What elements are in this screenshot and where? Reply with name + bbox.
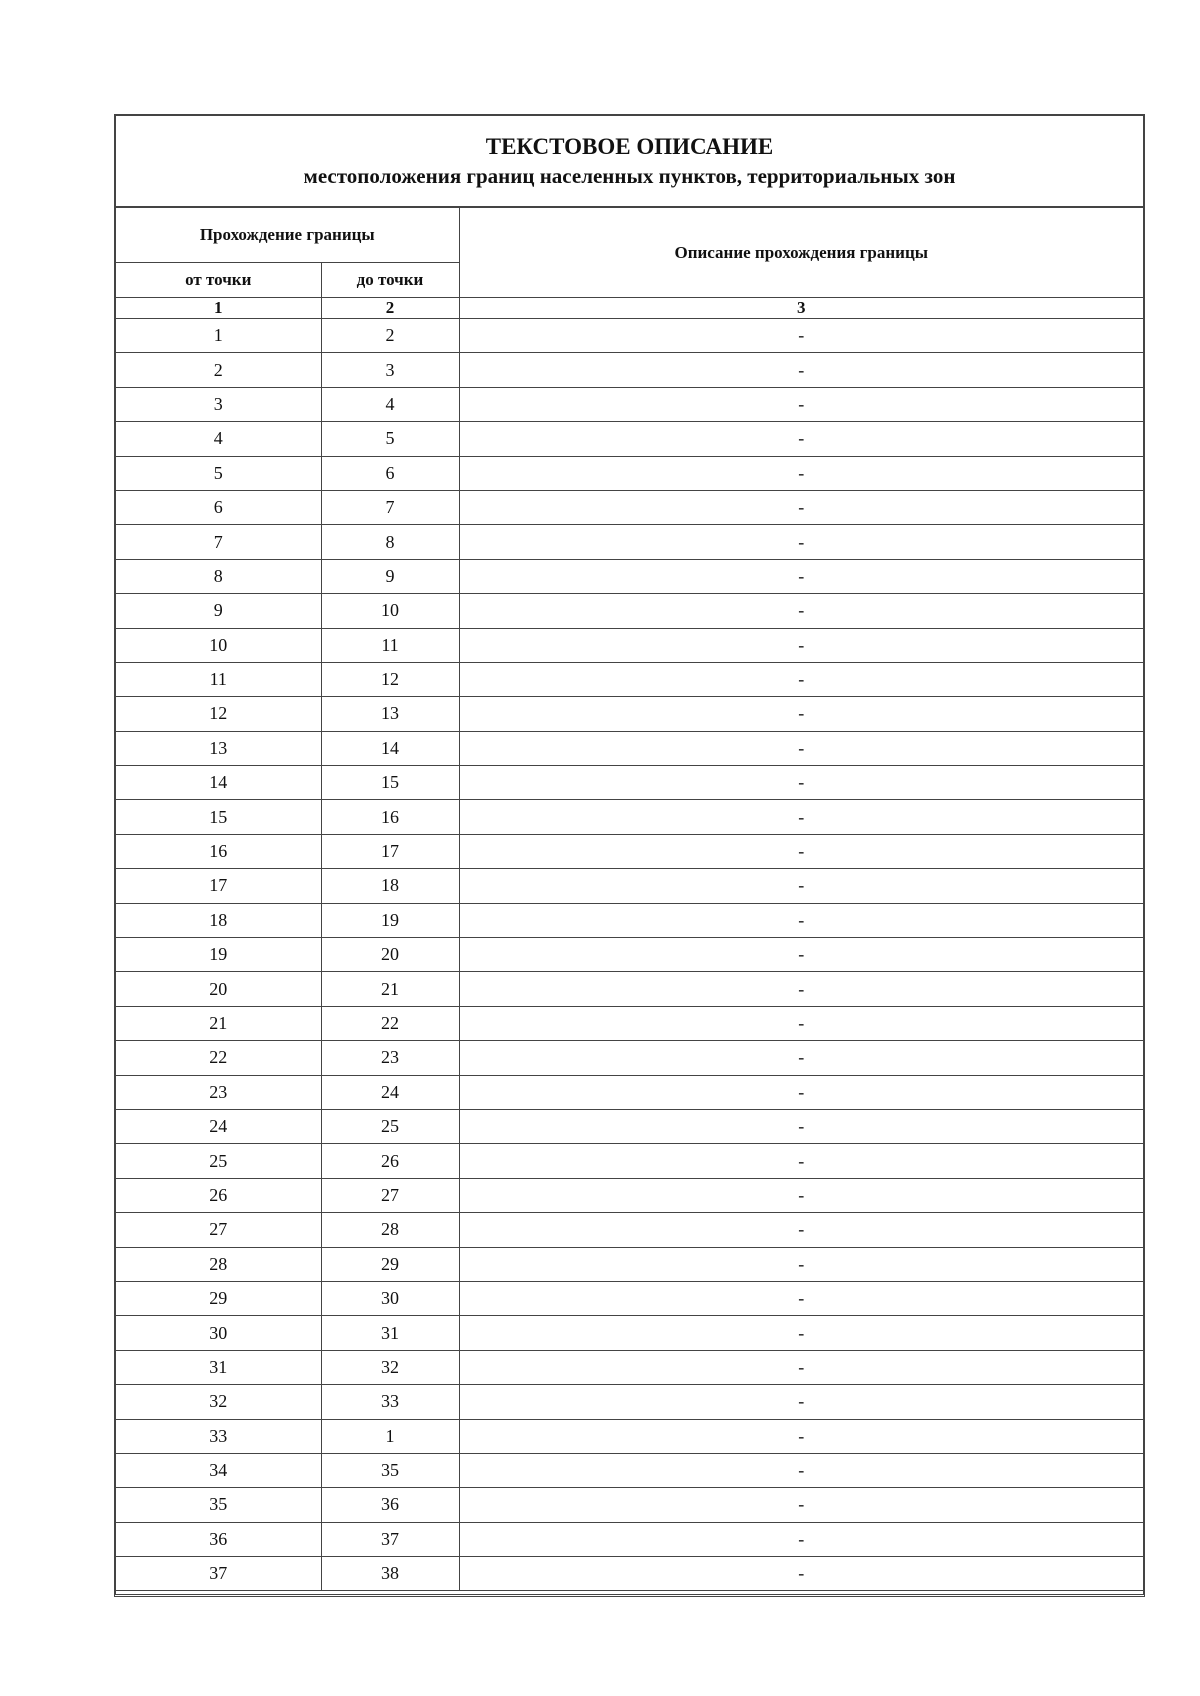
cell-to: 22 bbox=[321, 1006, 459, 1040]
cell-from: 17 bbox=[116, 869, 321, 903]
cell-description: - bbox=[459, 869, 1143, 903]
cell-to: 20 bbox=[321, 938, 459, 972]
header-description: Описание прохождения границы bbox=[459, 208, 1143, 298]
cell-to: 14 bbox=[321, 731, 459, 765]
cell-to: 3 bbox=[321, 353, 459, 387]
table-row bbox=[116, 525, 1143, 559]
cell-description: - bbox=[459, 1075, 1143, 1109]
cell-from: 6 bbox=[116, 490, 321, 524]
cell-from: 13 bbox=[116, 731, 321, 765]
cell-description: - bbox=[459, 1488, 1143, 1522]
cell-from: 22 bbox=[116, 1041, 321, 1075]
cell-from: 8 bbox=[116, 559, 321, 593]
cell-from: 5 bbox=[116, 456, 321, 490]
cell-from: 20 bbox=[116, 972, 321, 1006]
cell-description: - bbox=[459, 1522, 1143, 1556]
cell-from: 1 bbox=[116, 319, 321, 353]
table-row bbox=[116, 697, 1143, 731]
cell-description: - bbox=[459, 834, 1143, 868]
table-row bbox=[116, 353, 1143, 387]
table-row bbox=[116, 1350, 1143, 1384]
table-row bbox=[116, 490, 1143, 524]
cell-description: - bbox=[459, 353, 1143, 387]
document-frame bbox=[114, 114, 1145, 1597]
cell-description: - bbox=[459, 1178, 1143, 1212]
cell-description: - bbox=[459, 422, 1143, 456]
cell-description: - bbox=[459, 1213, 1143, 1247]
cell-to: 27 bbox=[321, 1178, 459, 1212]
cell-from: 19 bbox=[116, 938, 321, 972]
cell-to: 23 bbox=[321, 1041, 459, 1075]
cell-from: 12 bbox=[116, 697, 321, 731]
cell-to: 11 bbox=[321, 628, 459, 662]
cell-description: - bbox=[459, 903, 1143, 937]
cell-from: 25 bbox=[116, 1144, 321, 1178]
cell-to: 37 bbox=[321, 1522, 459, 1556]
cell-to: 7 bbox=[321, 490, 459, 524]
cell-to: 25 bbox=[321, 1109, 459, 1143]
cell-from: 14 bbox=[116, 766, 321, 800]
cell-to: 6 bbox=[321, 456, 459, 490]
cell-description: - bbox=[459, 628, 1143, 662]
cell-description: - bbox=[459, 319, 1143, 353]
cell-description: - bbox=[459, 766, 1143, 800]
cell-from: 15 bbox=[116, 800, 321, 834]
cell-description: - bbox=[459, 594, 1143, 628]
table-row bbox=[116, 834, 1143, 868]
cell-description: - bbox=[459, 1419, 1143, 1453]
cell-to: 4 bbox=[321, 387, 459, 421]
cell-to: 31 bbox=[321, 1316, 459, 1350]
cell-from: 16 bbox=[116, 834, 321, 868]
cell-description: - bbox=[459, 1006, 1143, 1040]
cell-to: 30 bbox=[321, 1281, 459, 1315]
cell-from: 9 bbox=[116, 594, 321, 628]
table-row bbox=[116, 628, 1143, 662]
title-block bbox=[116, 116, 1143, 208]
table-row bbox=[116, 938, 1143, 972]
cell-from: 7 bbox=[116, 525, 321, 559]
cell-description: - bbox=[459, 1144, 1143, 1178]
cell-to: 2 bbox=[321, 319, 459, 353]
cell-from: 4 bbox=[116, 422, 321, 456]
cell-description: - bbox=[459, 490, 1143, 524]
table-row bbox=[116, 1557, 1143, 1591]
cell-to: 29 bbox=[321, 1247, 459, 1281]
cell-from: 11 bbox=[116, 662, 321, 696]
cell-description: - bbox=[459, 1109, 1143, 1143]
cell-to: 13 bbox=[321, 697, 459, 731]
cell-from: 29 bbox=[116, 1281, 321, 1315]
table-row bbox=[116, 559, 1143, 593]
cell-to: 33 bbox=[321, 1385, 459, 1419]
cell-from: 26 bbox=[116, 1178, 321, 1212]
cell-to: 1 bbox=[321, 1419, 459, 1453]
cell-description: - bbox=[459, 1247, 1143, 1281]
cell-from: 28 bbox=[116, 1247, 321, 1281]
header-from: от точки bbox=[116, 263, 321, 298]
cell-from: 30 bbox=[116, 1316, 321, 1350]
table-row bbox=[116, 319, 1143, 353]
cell-to: 28 bbox=[321, 1213, 459, 1247]
cell-description: - bbox=[459, 456, 1143, 490]
cell-from: 27 bbox=[116, 1213, 321, 1247]
cell-from: 35 bbox=[116, 1488, 321, 1522]
column-number: 2 bbox=[321, 298, 459, 319]
cell-description: - bbox=[459, 800, 1143, 834]
document-title: ТЕКСТОВОЕ ОПИСАНИЕ bbox=[485, 134, 774, 159]
cell-from: 36 bbox=[116, 1522, 321, 1556]
cell-description: - bbox=[459, 938, 1143, 972]
table-row bbox=[116, 1041, 1143, 1075]
table-row bbox=[116, 1144, 1143, 1178]
table-row bbox=[116, 766, 1143, 800]
table-row bbox=[116, 422, 1143, 456]
cell-to: 16 bbox=[321, 800, 459, 834]
cell-to: 24 bbox=[321, 1075, 459, 1109]
cell-to: 8 bbox=[321, 525, 459, 559]
table-row bbox=[116, 1281, 1143, 1315]
table-row bbox=[116, 1453, 1143, 1487]
table-row bbox=[116, 1385, 1143, 1419]
table-row bbox=[116, 869, 1143, 903]
cell-to: 15 bbox=[321, 766, 459, 800]
cell-description: - bbox=[459, 972, 1143, 1006]
cell-to: 10 bbox=[321, 594, 459, 628]
table-row bbox=[116, 1522, 1143, 1556]
document-subtitle: местоположения границ населенных пунктов, территориальных зон bbox=[303, 164, 956, 188]
cell-from: 37 bbox=[116, 1557, 321, 1591]
cell-description: - bbox=[459, 697, 1143, 731]
cell-from: 24 bbox=[116, 1109, 321, 1143]
table-row bbox=[116, 1006, 1143, 1040]
column-number: 1 bbox=[116, 298, 321, 319]
cell-to: 21 bbox=[321, 972, 459, 1006]
cell-description: - bbox=[459, 1453, 1143, 1487]
table-row bbox=[116, 456, 1143, 490]
table-row bbox=[116, 594, 1143, 628]
cell-from: 21 bbox=[116, 1006, 321, 1040]
cell-description: - bbox=[459, 731, 1143, 765]
cell-to: 18 bbox=[321, 869, 459, 903]
cell-from: 2 bbox=[116, 353, 321, 387]
cell-description: - bbox=[459, 559, 1143, 593]
cell-from: 10 bbox=[116, 628, 321, 662]
cell-from: 34 bbox=[116, 1453, 321, 1487]
table-row bbox=[116, 1213, 1143, 1247]
table-row bbox=[116, 1178, 1143, 1212]
cell-from: 31 bbox=[116, 1350, 321, 1384]
boundary-table bbox=[116, 208, 1143, 1591]
group-header: Прохождение границы bbox=[116, 208, 459, 263]
table-row bbox=[116, 903, 1143, 937]
table-row bbox=[116, 1419, 1143, 1453]
cell-description: - bbox=[459, 1316, 1143, 1350]
cell-to: 19 bbox=[321, 903, 459, 937]
cell-to: 9 bbox=[321, 559, 459, 593]
cell-description: - bbox=[459, 1350, 1143, 1384]
table-row bbox=[116, 1247, 1143, 1281]
table-row bbox=[116, 1316, 1143, 1350]
table-row bbox=[116, 1075, 1143, 1109]
cell-to: 32 bbox=[321, 1350, 459, 1384]
column-number: 3 bbox=[459, 298, 1143, 319]
cell-from: 18 bbox=[116, 903, 321, 937]
cell-description: - bbox=[459, 1557, 1143, 1591]
table-row bbox=[116, 972, 1143, 1006]
table-body bbox=[116, 319, 1143, 1591]
cell-to: 26 bbox=[321, 1144, 459, 1178]
header-to: до точки bbox=[321, 263, 459, 298]
cell-to: 5 bbox=[321, 422, 459, 456]
cell-description: - bbox=[459, 1385, 1143, 1419]
cell-description: - bbox=[459, 1041, 1143, 1075]
cell-to: 38 bbox=[321, 1557, 459, 1591]
cell-to: 35 bbox=[321, 1453, 459, 1487]
cell-from: 33 bbox=[116, 1419, 321, 1453]
cell-from: 23 bbox=[116, 1075, 321, 1109]
cell-description: - bbox=[459, 662, 1143, 696]
table-row bbox=[116, 387, 1143, 421]
cell-to: 36 bbox=[321, 1488, 459, 1522]
table-row bbox=[116, 1488, 1143, 1522]
table-row bbox=[116, 731, 1143, 765]
cell-description: - bbox=[459, 525, 1143, 559]
cell-description: - bbox=[459, 1281, 1143, 1315]
cell-to: 17 bbox=[321, 834, 459, 868]
cell-from: 3 bbox=[116, 387, 321, 421]
cell-to: 12 bbox=[321, 662, 459, 696]
cell-description: - bbox=[459, 387, 1143, 421]
table-row bbox=[116, 800, 1143, 834]
table-row bbox=[116, 662, 1143, 696]
cell-from: 32 bbox=[116, 1385, 321, 1419]
table-row bbox=[116, 1109, 1143, 1143]
